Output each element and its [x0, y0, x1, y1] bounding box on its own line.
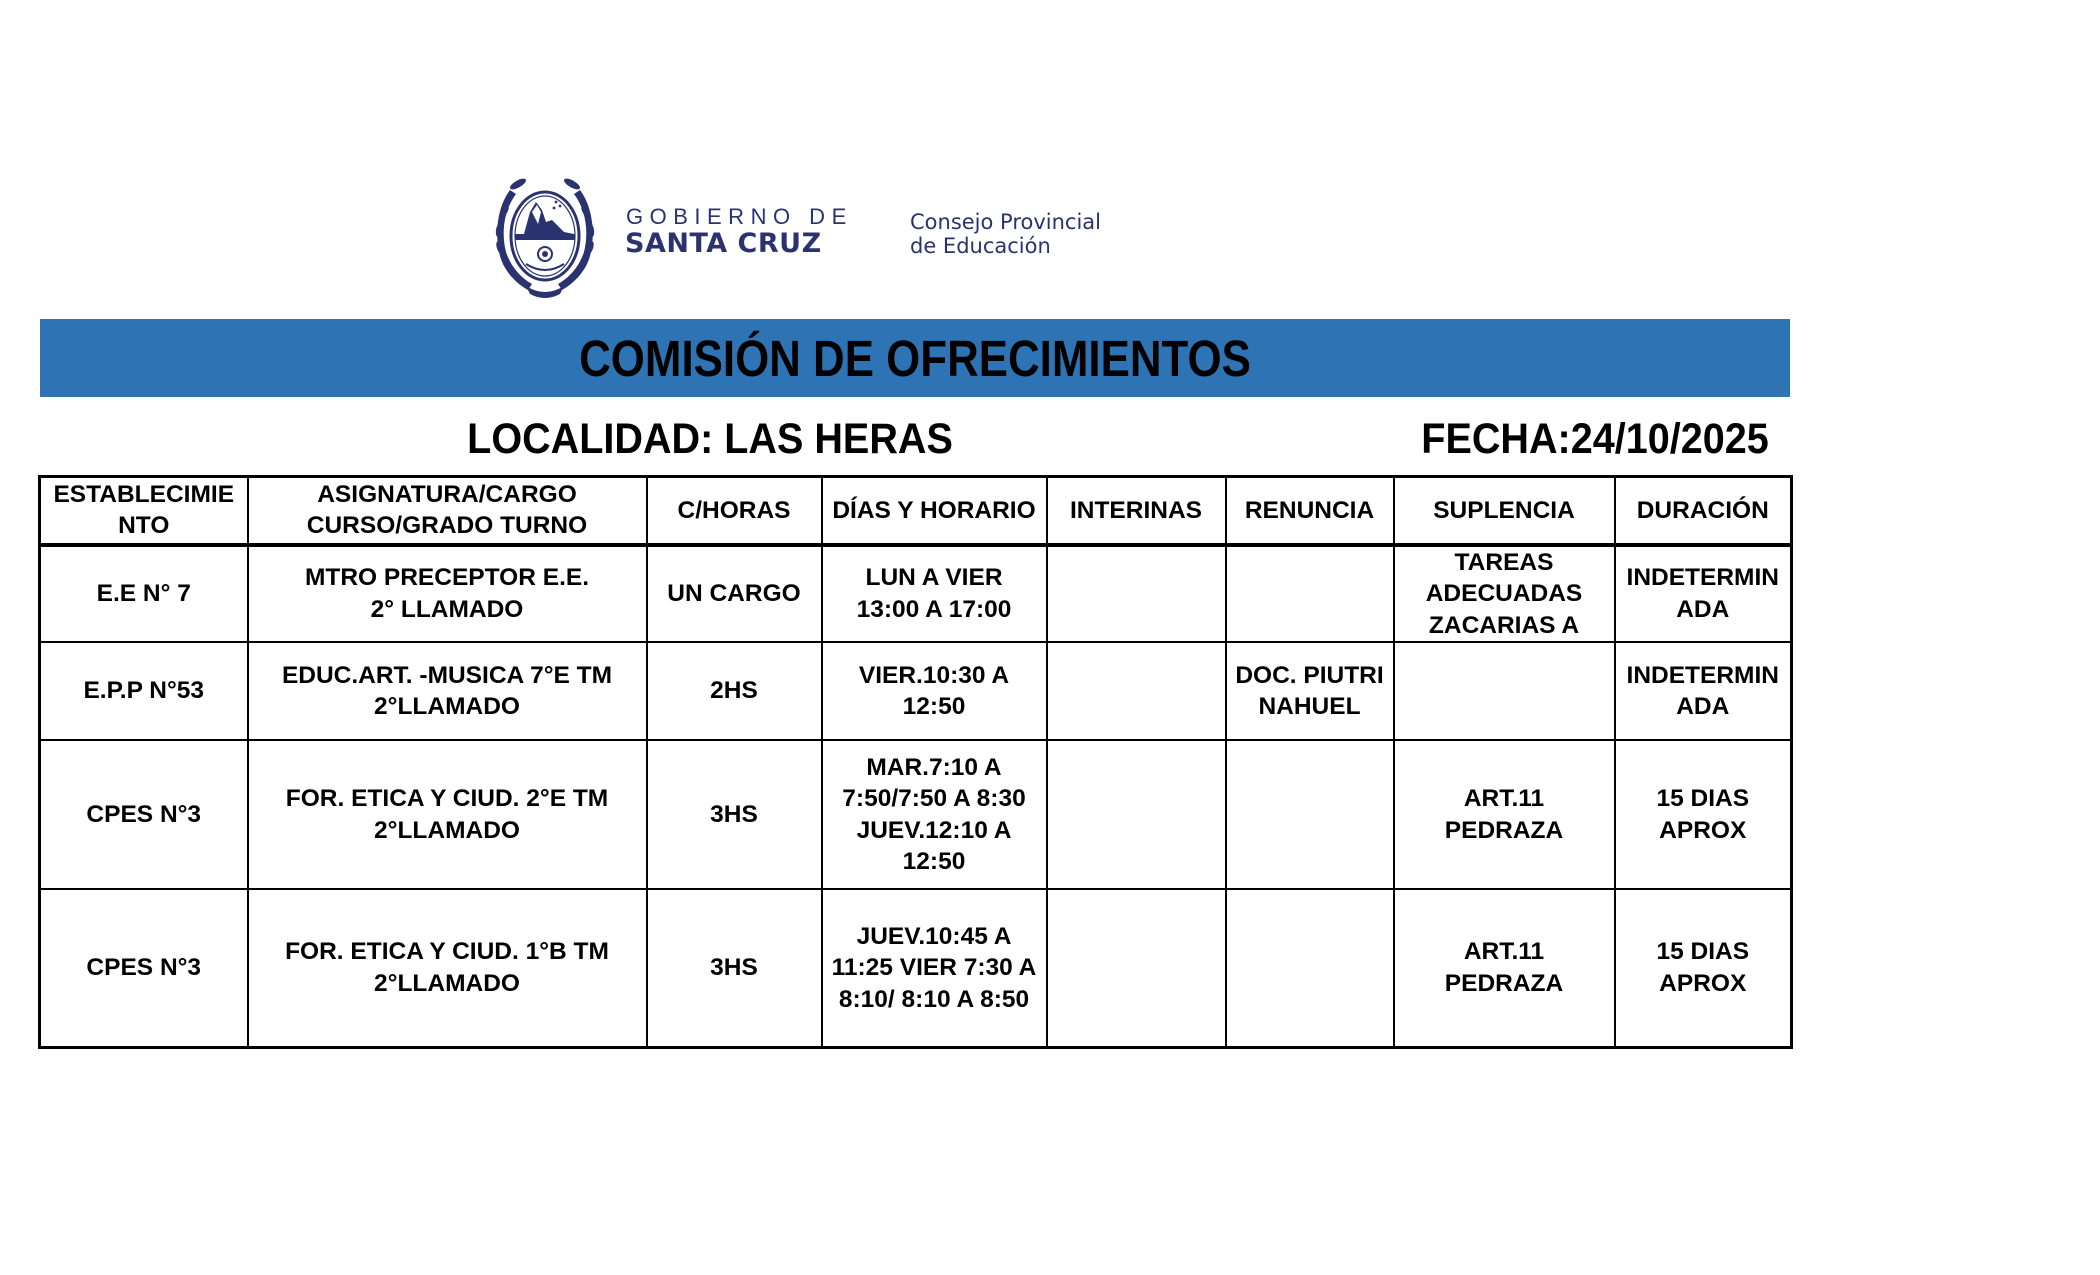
cell-horario: VIER.10:30 A 12:50 [822, 642, 1047, 740]
cell-interinas [1047, 889, 1226, 1047]
cell-suplencia [1394, 642, 1615, 740]
cell-renuncia: DOC. PIUTRI NAHUEL [1226, 642, 1394, 740]
cell-interinas [1047, 545, 1226, 643]
column-header-renuncia: RENUNCIA [1226, 477, 1394, 545]
cell-asignatura: FOR. ETICA Y CIUD. 2°E TM 2°LLAMADO [248, 740, 647, 889]
column-header-horas: C/HORAS [647, 477, 822, 545]
consejo-provincial-text [910, 210, 1101, 258]
cell-duracion: INDETERMIN ADA [1615, 642, 1792, 740]
cell-duracion: INDETERMIN ADA [1615, 545, 1792, 643]
cell-suplencia: ART.11 PEDRAZA [1394, 740, 1615, 889]
page-title-text: COMISIÓN DE OFRECIMIENTOS [579, 330, 1251, 387]
localidad-label: LOCALIDAD: LAS HERAS [467, 415, 953, 463]
table-row [40, 545, 1792, 643]
consejo-line-2: de Educación [910, 234, 1051, 258]
column-header-asignatura: ASIGNATURA/CARGO CURSO/GRADO TURNO [248, 477, 647, 545]
gobierno-de-text: GOBIERNO DE [626, 204, 853, 229]
santa-cruz-coat-of-arms-icon [490, 172, 600, 300]
cell-horas: UN CARGO [647, 545, 822, 643]
cell-interinas [1047, 642, 1226, 740]
cell-suplencia: ART.11 PEDRAZA [1394, 889, 1615, 1047]
column-header-duracion: DURACIÓN [1615, 477, 1792, 545]
table-row [40, 889, 1792, 1047]
table-row [40, 740, 1792, 889]
cell-renuncia [1226, 889, 1394, 1047]
cell-renuncia [1226, 740, 1394, 889]
cell-horas: 2HS [647, 642, 822, 740]
cell-renuncia [1226, 545, 1394, 643]
cell-asignatura: MTRO PRECEPTOR E.E. 2° LLAMADO [248, 545, 647, 643]
cell-duracion: 15 DIAS APROX [1615, 889, 1792, 1047]
cell-horario: LUN A VIER 13:00 A 17:00 [822, 545, 1047, 643]
cell-interinas [1047, 740, 1226, 889]
cell-horas: 3HS [647, 889, 822, 1047]
consejo-line-1: Consejo Provincial [910, 210, 1102, 234]
cell-asignatura: FOR. ETICA Y CIUD. 1°B TM 2°LLAMADO [248, 889, 647, 1047]
cell-suplencia: TAREAS ADECUADAS ZACARIAS A [1394, 545, 1615, 643]
cell-horario: MAR.7:10 A 7:50/7:50 A 8:30 JUEV.12:10 A 12:50 [822, 740, 1047, 889]
ofrecimientos-table [38, 475, 1793, 1049]
title-banner [40, 319, 1790, 397]
fecha-label: FECHA:24/10/2025 [1421, 415, 1769, 463]
table-row [40, 642, 1792, 740]
cell-horas: 3HS [647, 740, 822, 889]
cell-establecimiento: CPES N°3 [40, 889, 248, 1047]
column-header-horario: DÍAS Y HORARIO [822, 477, 1047, 545]
cell-establecimiento: E.P.P N°53 [40, 642, 248, 740]
table-header-row [40, 477, 1792, 545]
column-header-suplencia: SUPLENCIA [1394, 477, 1615, 545]
column-header-interinas: INTERINAS [1047, 477, 1226, 545]
page-title [163, 331, 1668, 387]
column-header-establecimiento: ESTABLECIMIE NTO [40, 477, 248, 545]
cell-asignatura: EDUC.ART. -MUSICA 7°E TM 2°LLAMADO [248, 642, 647, 740]
cell-establecimiento: E.E N° 7 [40, 545, 248, 643]
cell-establecimiento: CPES N°3 [40, 740, 248, 889]
gobierno-santa-cruz-logo [490, 172, 1140, 302]
cell-duracion: 15 DIAS APROX [1615, 740, 1792, 889]
cell-horario: JUEV.10:45 A 11:25 VIER 7:30 A 8:10/ 8:10 A 8:50 [822, 889, 1047, 1047]
santa-cruz-text: SANTA CRUZ [625, 228, 822, 259]
